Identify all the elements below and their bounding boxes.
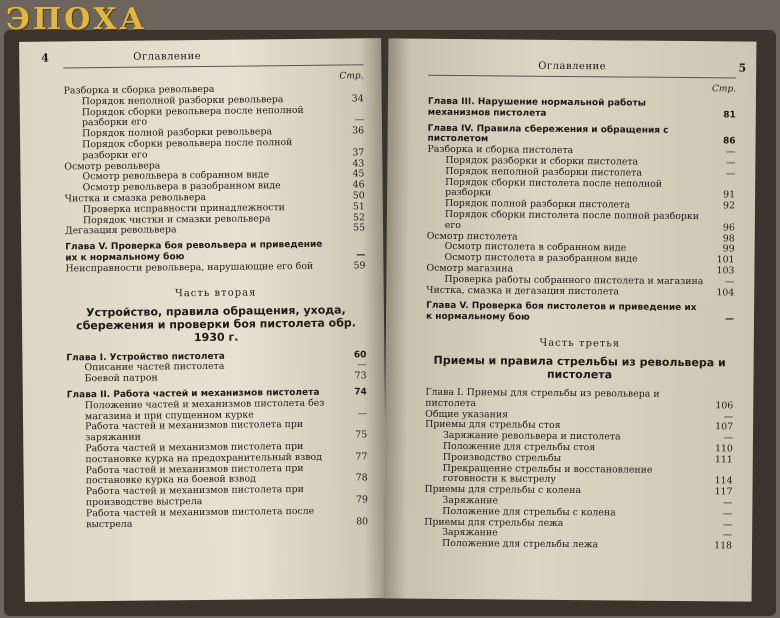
toc-entry [67, 420, 367, 445]
watermark-logo: ЭПОХА [6, 2, 148, 37]
toc-entry [64, 137, 364, 162]
toc-entry-title: Заряжание [442, 527, 498, 539]
toc-entry-title: Производство стрельбы [442, 451, 562, 464]
toc-entry-page: — [722, 518, 733, 530]
toc-entry-page: — [356, 250, 366, 261]
toc-entry-page: 52 [352, 211, 365, 223]
toc-entry-page: 106 [715, 400, 734, 412]
toc-entry-title: Осмотр магазина [426, 262, 514, 275]
toc-entry-page: 74 [354, 387, 367, 398]
toc-entry-title: Прекращение стрельбы и восстановление готовности к выстрелу [442, 462, 653, 486]
toc-entry [65, 261, 365, 275]
toc-entry-page: — [724, 276, 735, 288]
toc-entry-title: Разборка и сборка револьвера [63, 83, 215, 97]
toc-entry-page: 80 [356, 515, 369, 527]
toc-entry-title: Проверка работы собранного пистолета и магазина [444, 273, 704, 287]
left-toc-a [64, 83, 366, 275]
toc-entry-page: — [354, 114, 364, 126]
toc-entry-page: 51 [352, 201, 365, 213]
toc-entry-page: 91 [723, 189, 736, 201]
toc-entry-page: 34 [351, 93, 364, 105]
toc-entry-page: — [722, 497, 733, 509]
right-page-header [428, 59, 747, 79]
toc-entry-page: 43 [352, 157, 365, 170]
toc-entry [68, 484, 368, 509]
toc-entry [64, 105, 364, 130]
toc-entry-page: 45 [352, 168, 365, 180]
toc-entry-page: 98 [722, 232, 735, 244]
toc-entry-title: Работа частей и механизмов пистолета при производстве выстрела [85, 484, 304, 509]
toc-entry-title: Приемы для стрельбы стоя [425, 419, 561, 432]
toc-entry [67, 398, 367, 423]
toc-entry-page: 96 [722, 222, 735, 234]
toc-entry-page: — [722, 529, 733, 541]
toc-entry-page: — [724, 314, 735, 325]
toc-entry-page: 60 [353, 349, 367, 360]
toc-entry-page: — [357, 407, 368, 419]
toc-entry-title: Осмотр револьвера в собранном виде [82, 169, 270, 183]
toc-entry-title: Положение для стрельбы лежа [441, 537, 599, 551]
toc-entry-title: Глава II. Работа частей и механизмов пистолета [66, 387, 320, 401]
toc-entry-page: 103 [716, 265, 735, 277]
toc-entry-title: Глава I. Устройство пистолета [66, 351, 225, 363]
toc-entry [67, 441, 367, 466]
toc-entry-title: Порядок сборки пистолета после полной разборки его [444, 208, 700, 231]
toc-entry [428, 97, 736, 121]
toc-entry-title: Заряжание [442, 494, 499, 507]
toc-entry [424, 539, 732, 552]
left-part-label: Часть вторая [175, 286, 257, 299]
toc-entry-title: Положение для стрельбы с колена [442, 505, 616, 519]
toc-entry-page: 37 [352, 147, 365, 159]
toc-entry-page: 46 [352, 179, 365, 191]
toc-entry-page: 78 [355, 472, 368, 484]
left-page-number: 4 [41, 51, 49, 65]
toc-entry-page: 99 [722, 243, 735, 255]
toc-entry-title: Осмотр пистолета в разобранном виде [444, 252, 638, 265]
toc-entry-page: — [723, 432, 734, 444]
toc-entry-title: Порядок полной разборки пистолета [444, 198, 630, 211]
toc-entry-page: 104 [716, 286, 735, 298]
right-part-label: Часть третья [539, 337, 621, 350]
toc-entry [67, 371, 367, 385]
left-page-header [41, 48, 363, 68]
toc-entry-title: Порядок сборки револьвера после неполной разборки его [81, 104, 304, 129]
toc-entry-title: Работа частей и механизмов пистолета при заряжании [85, 419, 304, 444]
toc-entry-title: Порядок неполной разборки револьвера [81, 93, 284, 108]
toc-entry-title: Порядок неполной разборки пистолета [445, 165, 643, 179]
toc-entry-title: Глава V. Проверка боя револьвера и приведение их к нормальному бою [65, 239, 323, 264]
right-column-label: Стр. [711, 84, 737, 95]
toc-entry-title: Боевой патрон [84, 372, 158, 385]
toc-entry-page: 111 [714, 453, 733, 466]
toc-entry-page: 59 [353, 260, 366, 272]
toc-entry-title: Порядок сборки револьвера после полной разборки его [82, 137, 293, 162]
toc-entry-title: Глава V. Проверка боя пистолетов и приведение их к нормальному бою [425, 301, 697, 323]
toc-entry-title: Работа частей и механизмов пистолета после выстрела [85, 505, 315, 530]
left-column-label: Стр. [339, 71, 364, 82]
toc-entry-page: — [722, 508, 733, 520]
toc-entry-title: Описание частей пистолета [84, 361, 225, 374]
toc-entry-title: Осмотр пистолета [426, 230, 518, 243]
right-page [384, 38, 757, 601]
right-part-title: Приемы и правила стрельбы из револьвера и пистолета [433, 353, 726, 382]
left-page [19, 38, 387, 602]
toc-entry [426, 285, 734, 298]
toc-entry-title: Порядок полной разборки револьвера [81, 126, 273, 140]
toc-entry-title: Глава IV. Правила сбережения и обращения с пистолетом [427, 123, 669, 145]
right-toc-b [424, 388, 733, 553]
toc-entry-page: 107 [715, 421, 734, 433]
left-toc-b [66, 350, 368, 531]
toc-entry-page: 55 [353, 222, 366, 234]
toc-entry-page: 79 [355, 494, 368, 506]
toc-entry-title: Работа частей и механизмов пистолета при постановке курка на предохранительный взвод [85, 440, 323, 465]
toc-entry-page: 36 [352, 125, 365, 137]
toc-entry-title: Порядок чистки и смазки револьвера [82, 212, 271, 226]
toc-entry-page: 50 [352, 190, 365, 202]
toc-entry-page: — [723, 410, 734, 422]
toc-entry-title: Проверка исправности принадлежности [82, 201, 285, 216]
toc-entry-title: Чистка и смазка револьвера [64, 191, 206, 205]
toc-entry-title: Приемы для стрельбы с колена [424, 483, 582, 497]
toc-entry-title: Глава III. Нарушение нормальной работы механизмов пистолета [427, 96, 646, 119]
toc-entry-title: Осмотр пистолета в собранном виде [444, 241, 627, 254]
toc-entry-title: Порядок сборки пистолета после неполной разборки [445, 176, 663, 199]
toc-entry-page: 75 [355, 429, 368, 441]
right-toc-a [426, 97, 736, 326]
toc-entry [65, 224, 365, 238]
toc-entry-title: Положение частей и механизмов пистолета без магазина и при спущенном курке [84, 397, 325, 422]
toc-entry-title: Работа частей и механизмов пистолета при постановке курка на боевой взвод [85, 462, 304, 487]
toc-entry [426, 301, 734, 325]
toc-entry-page: 117 [714, 486, 733, 498]
toc-entry-title: Чистка, смазка и дегазация пистолета [426, 284, 620, 297]
toc-entry-title: Приемы для стрельбы лежа [424, 516, 564, 529]
toc-entry-page: 81 [723, 110, 736, 121]
right-page-number: 5 [738, 61, 747, 75]
toc-entry-page: — [726, 146, 736, 158]
toc-entry-page: 101 [716, 254, 735, 266]
toc-entry-title: Осмотр револьвера в разобранном виде [82, 180, 281, 194]
toc-entry [68, 463, 368, 488]
left-part-title: Устройство, правила обращения, ухода, сбережения и проверки боя пистолета обр. 1930 г. [76, 303, 356, 344]
toc-entry-title: Заряжание револьвера и пистолета [442, 430, 621, 443]
toc-entry-title: Общие указания [425, 408, 509, 420]
toc-entry-page: 110 [714, 443, 733, 455]
toc-entry-page: 114 [714, 475, 733, 487]
toc-entry-page: 77 [355, 451, 368, 463]
left-header-title: Оглавление [133, 51, 202, 63]
toc-entry-page: — [725, 157, 736, 169]
toc-entry-title: Дегазация револьвера [65, 224, 177, 237]
toc-entry-title: Неисправности револьвера, нарушающие его бой [65, 260, 314, 275]
toc-entry-page: — [357, 359, 367, 371]
toc-entry [68, 506, 368, 531]
toc-entry-page: — [725, 168, 736, 180]
toc-entry-page: 73 [354, 370, 367, 382]
toc-entry [65, 239, 365, 264]
toc-entry-title: Глава I. Приемы для стрельбы из револьвера и пистолета [425, 386, 660, 409]
toc-entry-title: Порядок разборки и сборки пистолета [445, 154, 639, 168]
toc-entry-title: Разборка и сборка пистолета [427, 143, 574, 157]
toc-entry-page: 118 [714, 540, 733, 552]
toc-entry-title: Положение для стрельбы стоя [442, 440, 596, 454]
toc-entry-page: 86 [722, 136, 736, 147]
toc-entry-page: 92 [723, 200, 736, 212]
right-header-title: Оглавление [538, 60, 607, 73]
toc-entry-title: Осмотр револьвера [64, 160, 161, 173]
